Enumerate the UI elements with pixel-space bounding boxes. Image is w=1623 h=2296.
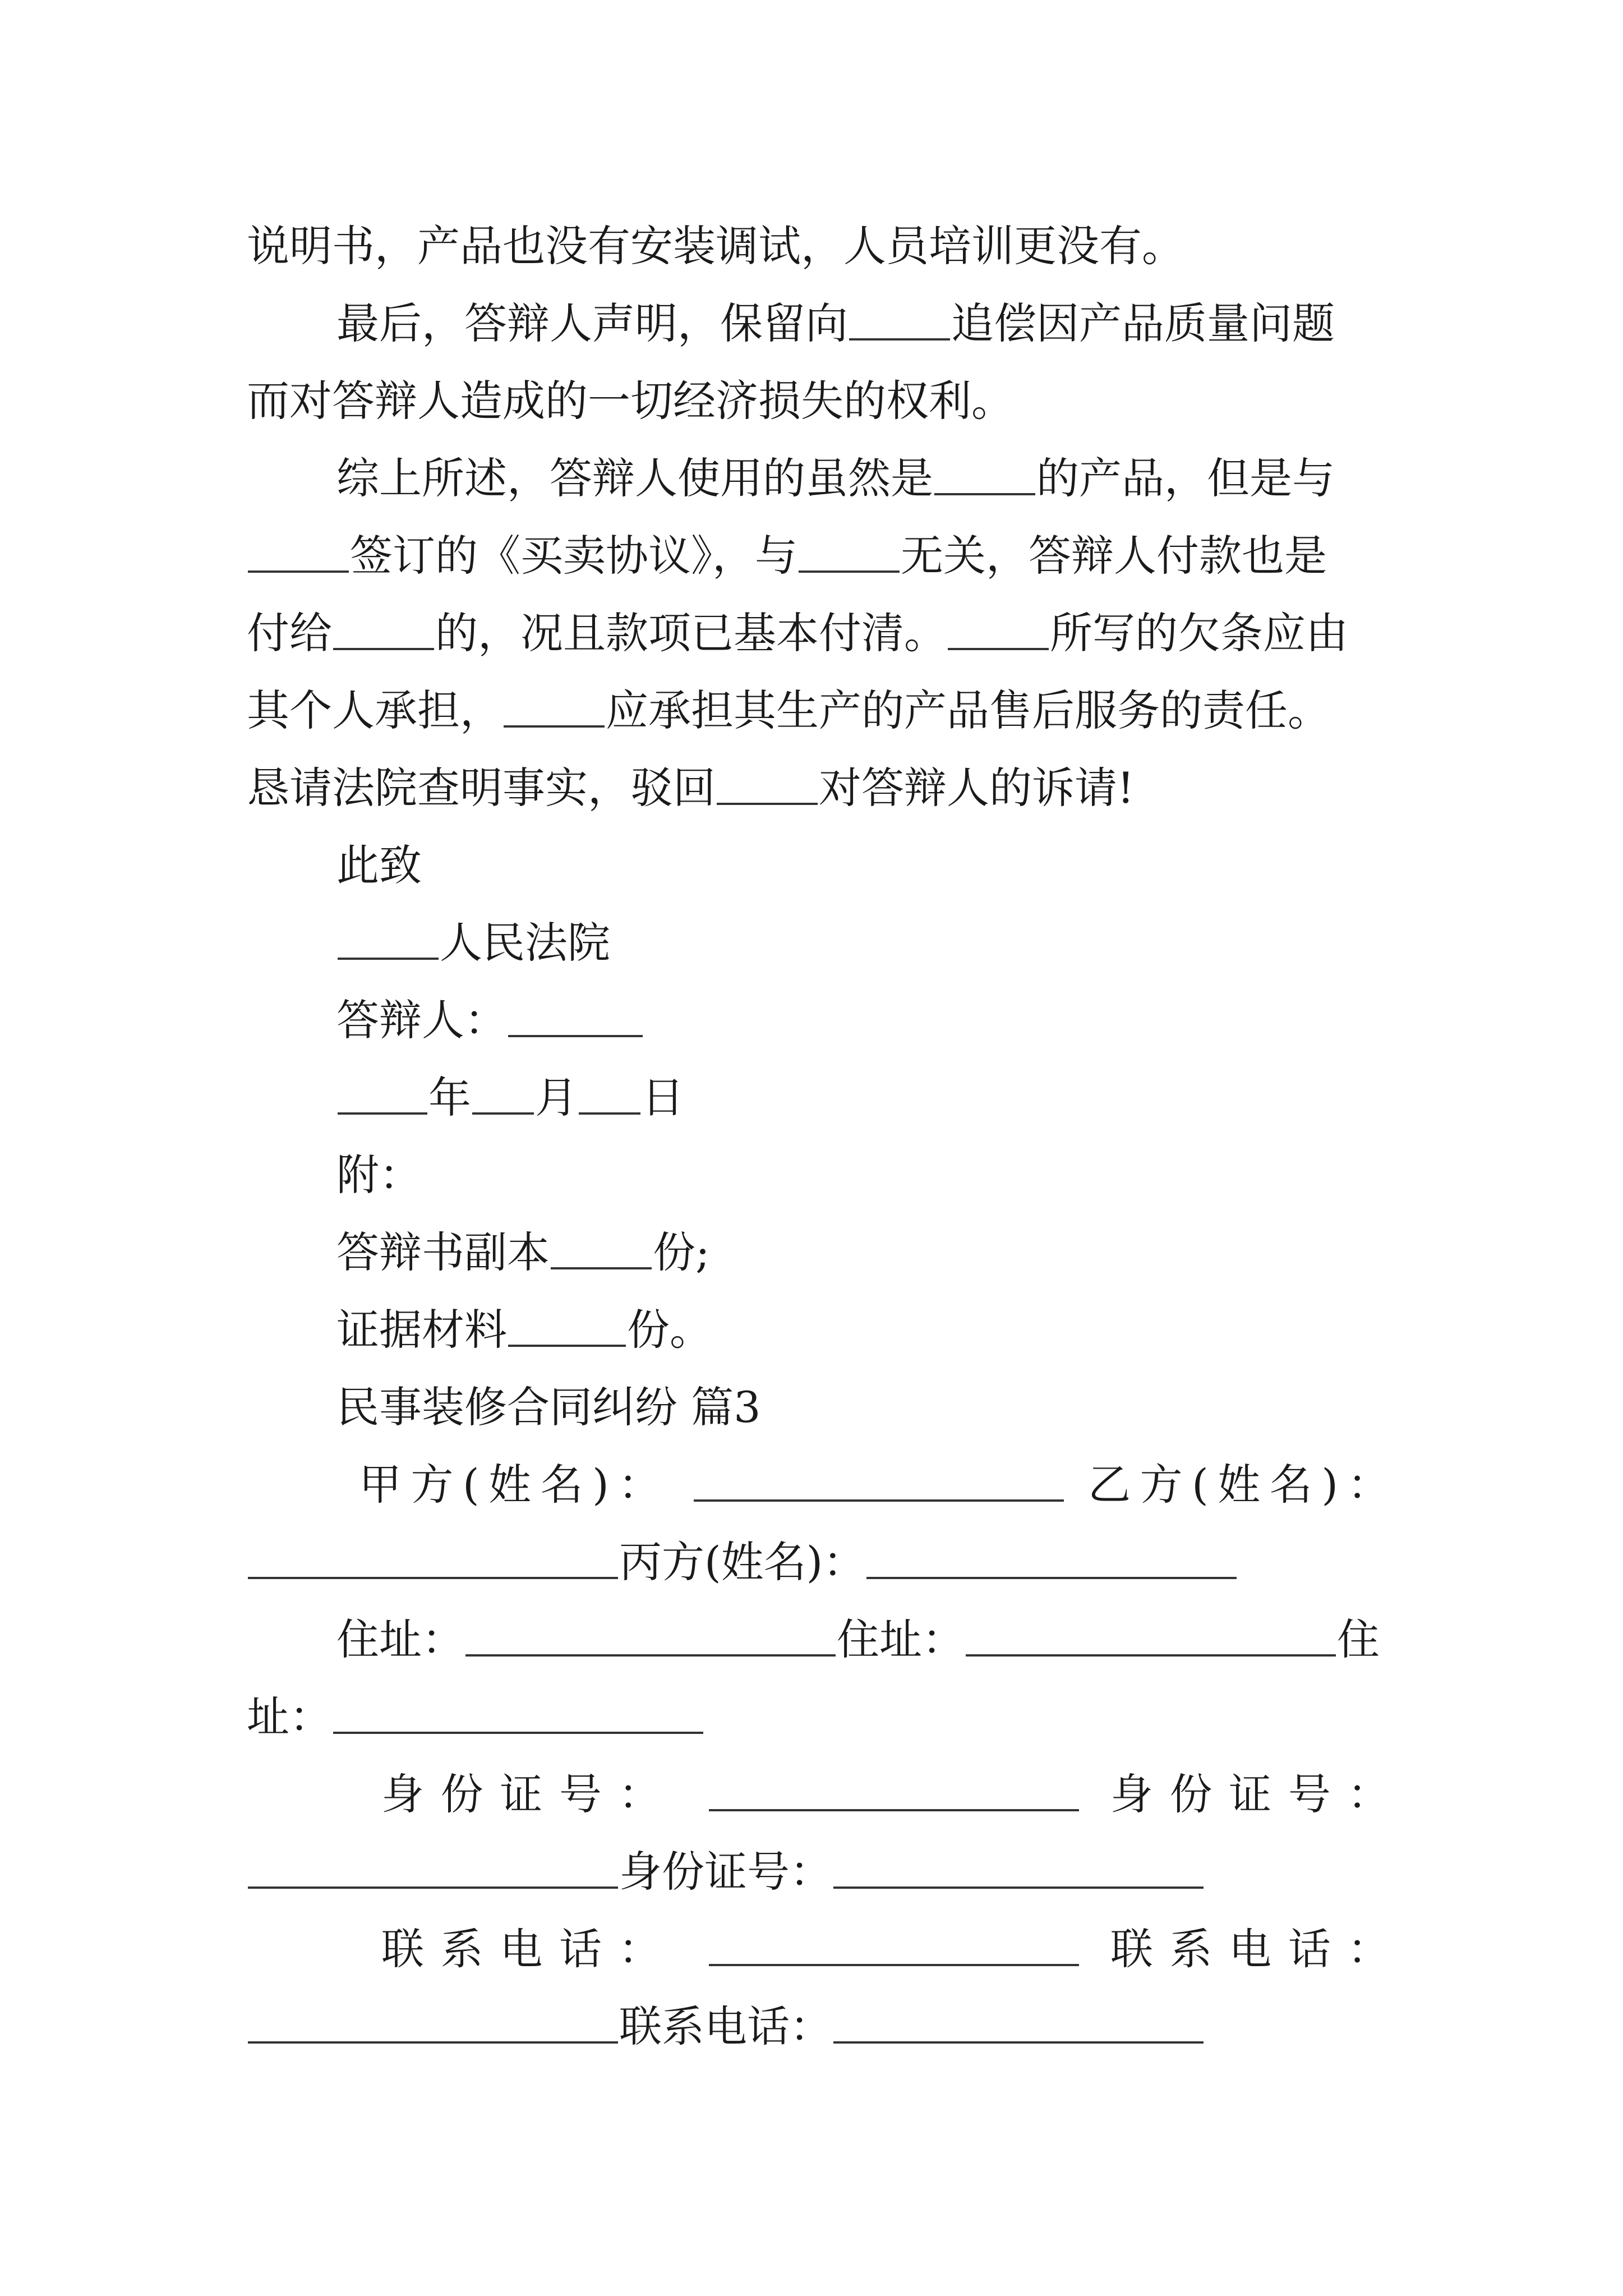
blank-field[interactable]	[833, 2001, 1204, 2044]
blank-field[interactable]	[248, 1846, 618, 1889]
paragraph-line-2: 最后，答辩人声明，保留向 追偿因产品质量问题	[336, 298, 1335, 348]
paragraph-line-6: 付给 的，况且款项已基本付清。 所写的欠条应由	[247, 608, 1348, 658]
blank-field[interactable]	[694, 1459, 1064, 1502]
phone-line-2: 联系电话：	[247, 1988, 1391, 2065]
date-line: 年 月 日	[336, 1059, 1391, 1137]
blank-field[interactable]	[248, 2001, 618, 2044]
blank-field[interactable]	[504, 685, 605, 728]
paragraph-line-3: 而对答辩人造成的一切经济损失的权利。	[247, 376, 1014, 426]
salutation: 此致	[336, 840, 422, 890]
blank-field[interactable]	[333, 608, 434, 650]
blank-field[interactable]	[465, 1614, 836, 1657]
party-name-line-1: 甲方(姓名)： 乙方(姓名)：	[359, 1460, 1391, 1510]
court-line: 人民法院	[336, 904, 1391, 982]
phone-line-1: 联系电话： 联系电话：	[381, 1924, 1391, 1974]
blank-field[interactable]	[948, 608, 1049, 650]
paragraph-line-5: 签订的《买卖协议》，与 无关，答辩人付款也是	[247, 517, 1391, 595]
blank-field[interactable]	[934, 453, 1035, 495]
paragraph-line-1: 说明书，产品也没有安装调试，人员培训更没有。	[247, 221, 1184, 271]
blank-field[interactable]	[248, 530, 349, 573]
blank-field[interactable]	[333, 1691, 703, 1734]
id-number-line-2: 身份证号：	[247, 1833, 1391, 1911]
blank-field[interactable]	[849, 298, 950, 341]
blank-field[interactable]	[338, 1072, 427, 1115]
attachment-heading: 附：	[336, 1150, 422, 1200]
paragraph-line-7: 其个人承担， 应承担其生产的产品售后服务的责任。	[247, 685, 1330, 735]
blank-field[interactable]	[579, 1072, 640, 1115]
blank-field[interactable]	[833, 1846, 1204, 1889]
party-name-line-2: 丙方(姓名)：	[247, 1524, 1391, 1601]
paragraph-line-4: 综上所述，答辩人使用的虽然是 的产品，但是与	[336, 453, 1335, 503]
blank-field[interactable]	[508, 1304, 626, 1347]
blank-field[interactable]	[472, 1072, 534, 1115]
blank-field[interactable]	[338, 917, 439, 960]
blank-field[interactable]	[866, 1536, 1237, 1579]
blank-field[interactable]	[717, 762, 818, 805]
section-heading: 民事装修合同纠纷 篇3	[336, 1382, 761, 1432]
blank-field[interactable]	[966, 1614, 1336, 1657]
respondent-line: 答辩人：	[336, 982, 1391, 1059]
address-line-1: 住址： 住址： 住	[336, 1614, 1380, 1664]
paragraph-line-8: 恳请法院查明事实，驳回 对答辩人的诉请!	[247, 763, 1135, 813]
blank-field[interactable]	[799, 530, 900, 573]
blank-field[interactable]	[551, 1227, 652, 1269]
blank-field[interactable]	[508, 995, 643, 1037]
id-number-line-1: 身份证号： 身份证号：	[381, 1769, 1391, 1819]
attachment-evidence-line: 证据材料 份。	[336, 1305, 712, 1355]
blank-field[interactable]	[248, 1536, 618, 1579]
blank-field[interactable]	[709, 1769, 1079, 1811]
attachment-copy-line: 答辩书副本 份;	[336, 1227, 710, 1277]
blank-field[interactable]	[709, 1924, 1079, 1966]
address-line-2: 址：	[247, 1678, 1391, 1756]
